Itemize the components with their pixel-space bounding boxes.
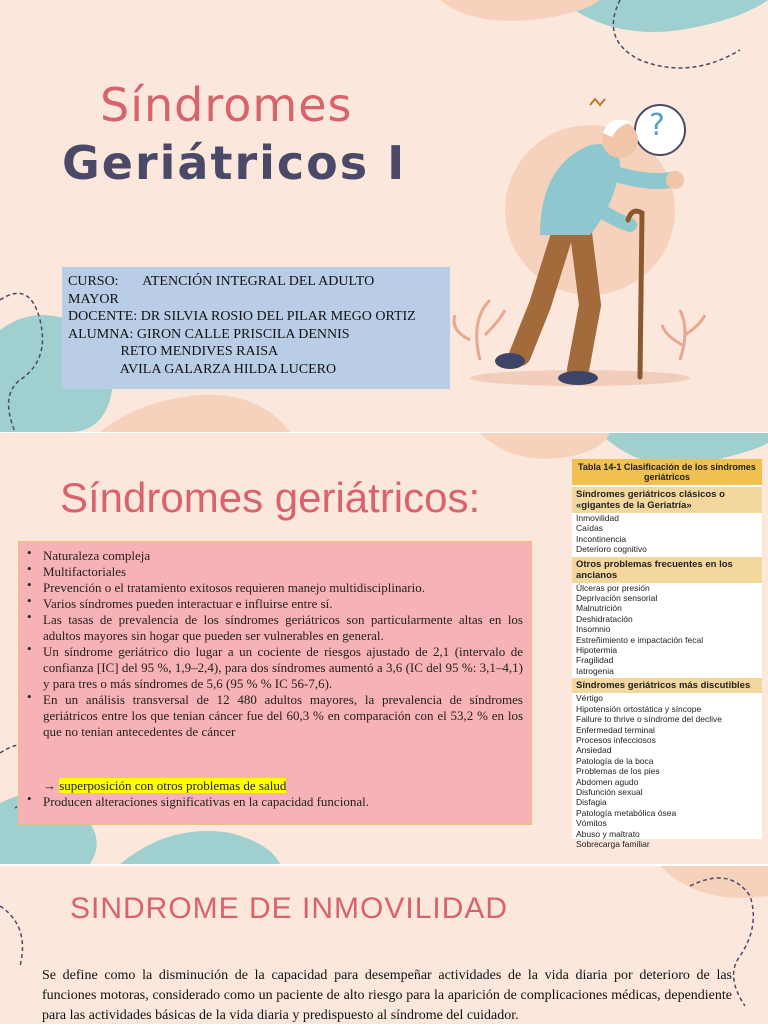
info-line: ALUMNA: GIRON CALLE PRISCILA DENNIS xyxy=(68,326,350,342)
table-section-title: Síndromes geriátricos clásicos o «gigantes de la Geriatría» xyxy=(572,487,762,513)
bullet-item: • Multifactoriales xyxy=(43,564,523,580)
old-man-with-cane-illustration xyxy=(470,95,700,395)
table-item: Procesos infecciosos xyxy=(576,734,656,745)
bullet-item: • Producen alteraciones significativas en la capacidad funcional. xyxy=(43,794,523,810)
bullet-item: • Naturaleza compleja xyxy=(43,548,523,564)
table-item: Hipotensión ortostática y síncope xyxy=(576,703,702,714)
table-item: Disfagia xyxy=(576,797,607,808)
title-line-1: Síndromes xyxy=(100,78,353,132)
syndromes-text-box xyxy=(18,541,532,825)
table-item: Abdomen agudo xyxy=(576,776,639,787)
table-item: Hipotermia xyxy=(576,645,618,656)
bullet-list xyxy=(19,542,531,810)
bullet-item: • Las tasas de prevalencia de los síndromes geriátricos son particularmente altas en los adultos mayores sin hogar que pueden ser vulnerables en general. xyxy=(43,612,523,644)
table-item: Disfunción sexual xyxy=(576,786,643,797)
info-line: AVILA GALARZA HILDA LUCERO xyxy=(68,361,337,377)
table-section-title: Síndromes geriátricos más discutibles xyxy=(572,678,762,693)
table-item: Patología metabólica ósea xyxy=(576,807,677,818)
table-item: Deprivación sensorial xyxy=(576,593,658,604)
table-item: Enfermedad terminal xyxy=(576,724,655,735)
table-item: Estreñimiento e impactación fecal xyxy=(576,634,704,645)
slide-title xyxy=(0,0,768,432)
arrow-icon: → xyxy=(43,778,56,793)
table-item: Ansiedad xyxy=(576,745,612,756)
table-item: Iatrogenia xyxy=(576,665,614,676)
title-line-2: Geriátricos I xyxy=(62,136,407,190)
table-item: Inmovilidad xyxy=(576,513,619,523)
table-item: Sobrecarga familiar xyxy=(576,838,650,849)
bullet-item: • Un síndrome geriátrico dio lugar a un cociente de riesgos ajustado de 2,1 (intervalo de confianza [IC] del 95 %, 1,9–2,4), para dos síndromes aumentó a 3,6 (IC del 95 %: 3,1–4,1) y para tres o más síndromes de 5,6 (95 % % IC 56-7,6). xyxy=(43,644,523,692)
info-line: DOCENTE: DR SILVIA ROSIO DEL PILAR MEGO ORTIZ xyxy=(68,309,416,324)
table-item: Problemas de los pies xyxy=(576,766,660,777)
bullet-item: • Prevención o el tratamiento exitosos requieren manejo multidisciplinario. xyxy=(43,580,523,596)
table-item: Deterioro cognitivo xyxy=(576,544,647,555)
classification-table xyxy=(572,459,762,849)
highlight-line xyxy=(43,778,523,794)
slide-heading: Síndromes geriátricos: xyxy=(60,474,481,521)
bullet-item: • Varios síndromes pueden interactuar e influirse entre sí. xyxy=(43,596,523,612)
table-item: Fragilidad xyxy=(576,655,614,666)
table-sections xyxy=(572,487,762,849)
table-header: Tabla 14-1 Clasificación de los síndromes geriátricos xyxy=(572,459,762,485)
highlighted-text: superposición con otros problemas de salud xyxy=(59,778,287,793)
definition-paragraph: Se define como la disminución de la capacidad para desempeñar actividades de la vida diaria por deterioro de las funciones motoras, considerado como un paciente de alto riesgo para la aparición de complicaciones médicas, dependiente para las actividades básicas de la vida diaria y predispuesto al síndrome del cuidador. xyxy=(42,968,732,1023)
slide-heading: SINDROME DE INMOVILIDAD xyxy=(70,892,509,925)
info-line: RETO MENDIVES RAISA xyxy=(68,344,279,359)
table-item: Deshidratación xyxy=(576,613,633,624)
question-mark: ? xyxy=(649,108,665,143)
table-item: Incontinencia xyxy=(576,533,627,544)
table-item: Úlceras por presión xyxy=(576,582,650,593)
table-item: Patología de la boca xyxy=(576,755,654,766)
table-item: Vértigo xyxy=(576,693,603,704)
table-item: Vómitos xyxy=(576,818,607,829)
table-item: Caídas xyxy=(576,523,603,534)
info-line: MAYOR xyxy=(68,291,119,307)
info-line: CURSO: ATENCIÓN INTEGRAL DEL ADULTO xyxy=(68,274,375,289)
table-item: Insomnio xyxy=(576,624,611,635)
table-item: Malnutrición xyxy=(576,603,622,614)
table-item: Abuso y maltrato xyxy=(576,828,640,839)
course-info-box xyxy=(62,267,450,389)
table-section-title: Otros problemas frecuentes en los ancianos xyxy=(572,557,762,583)
bullet-item: • En un análisis transversal de 12 480 adultos mayores, la prevalencia de síndromes geriátricos entre los que tenian cáncer fue del 60,3 % en comparación con el 53,2 % en los que no tenian antecedentes de cáncer xyxy=(43,692,523,740)
table-item: Failure to thrive o síndrome del declive xyxy=(576,714,722,725)
